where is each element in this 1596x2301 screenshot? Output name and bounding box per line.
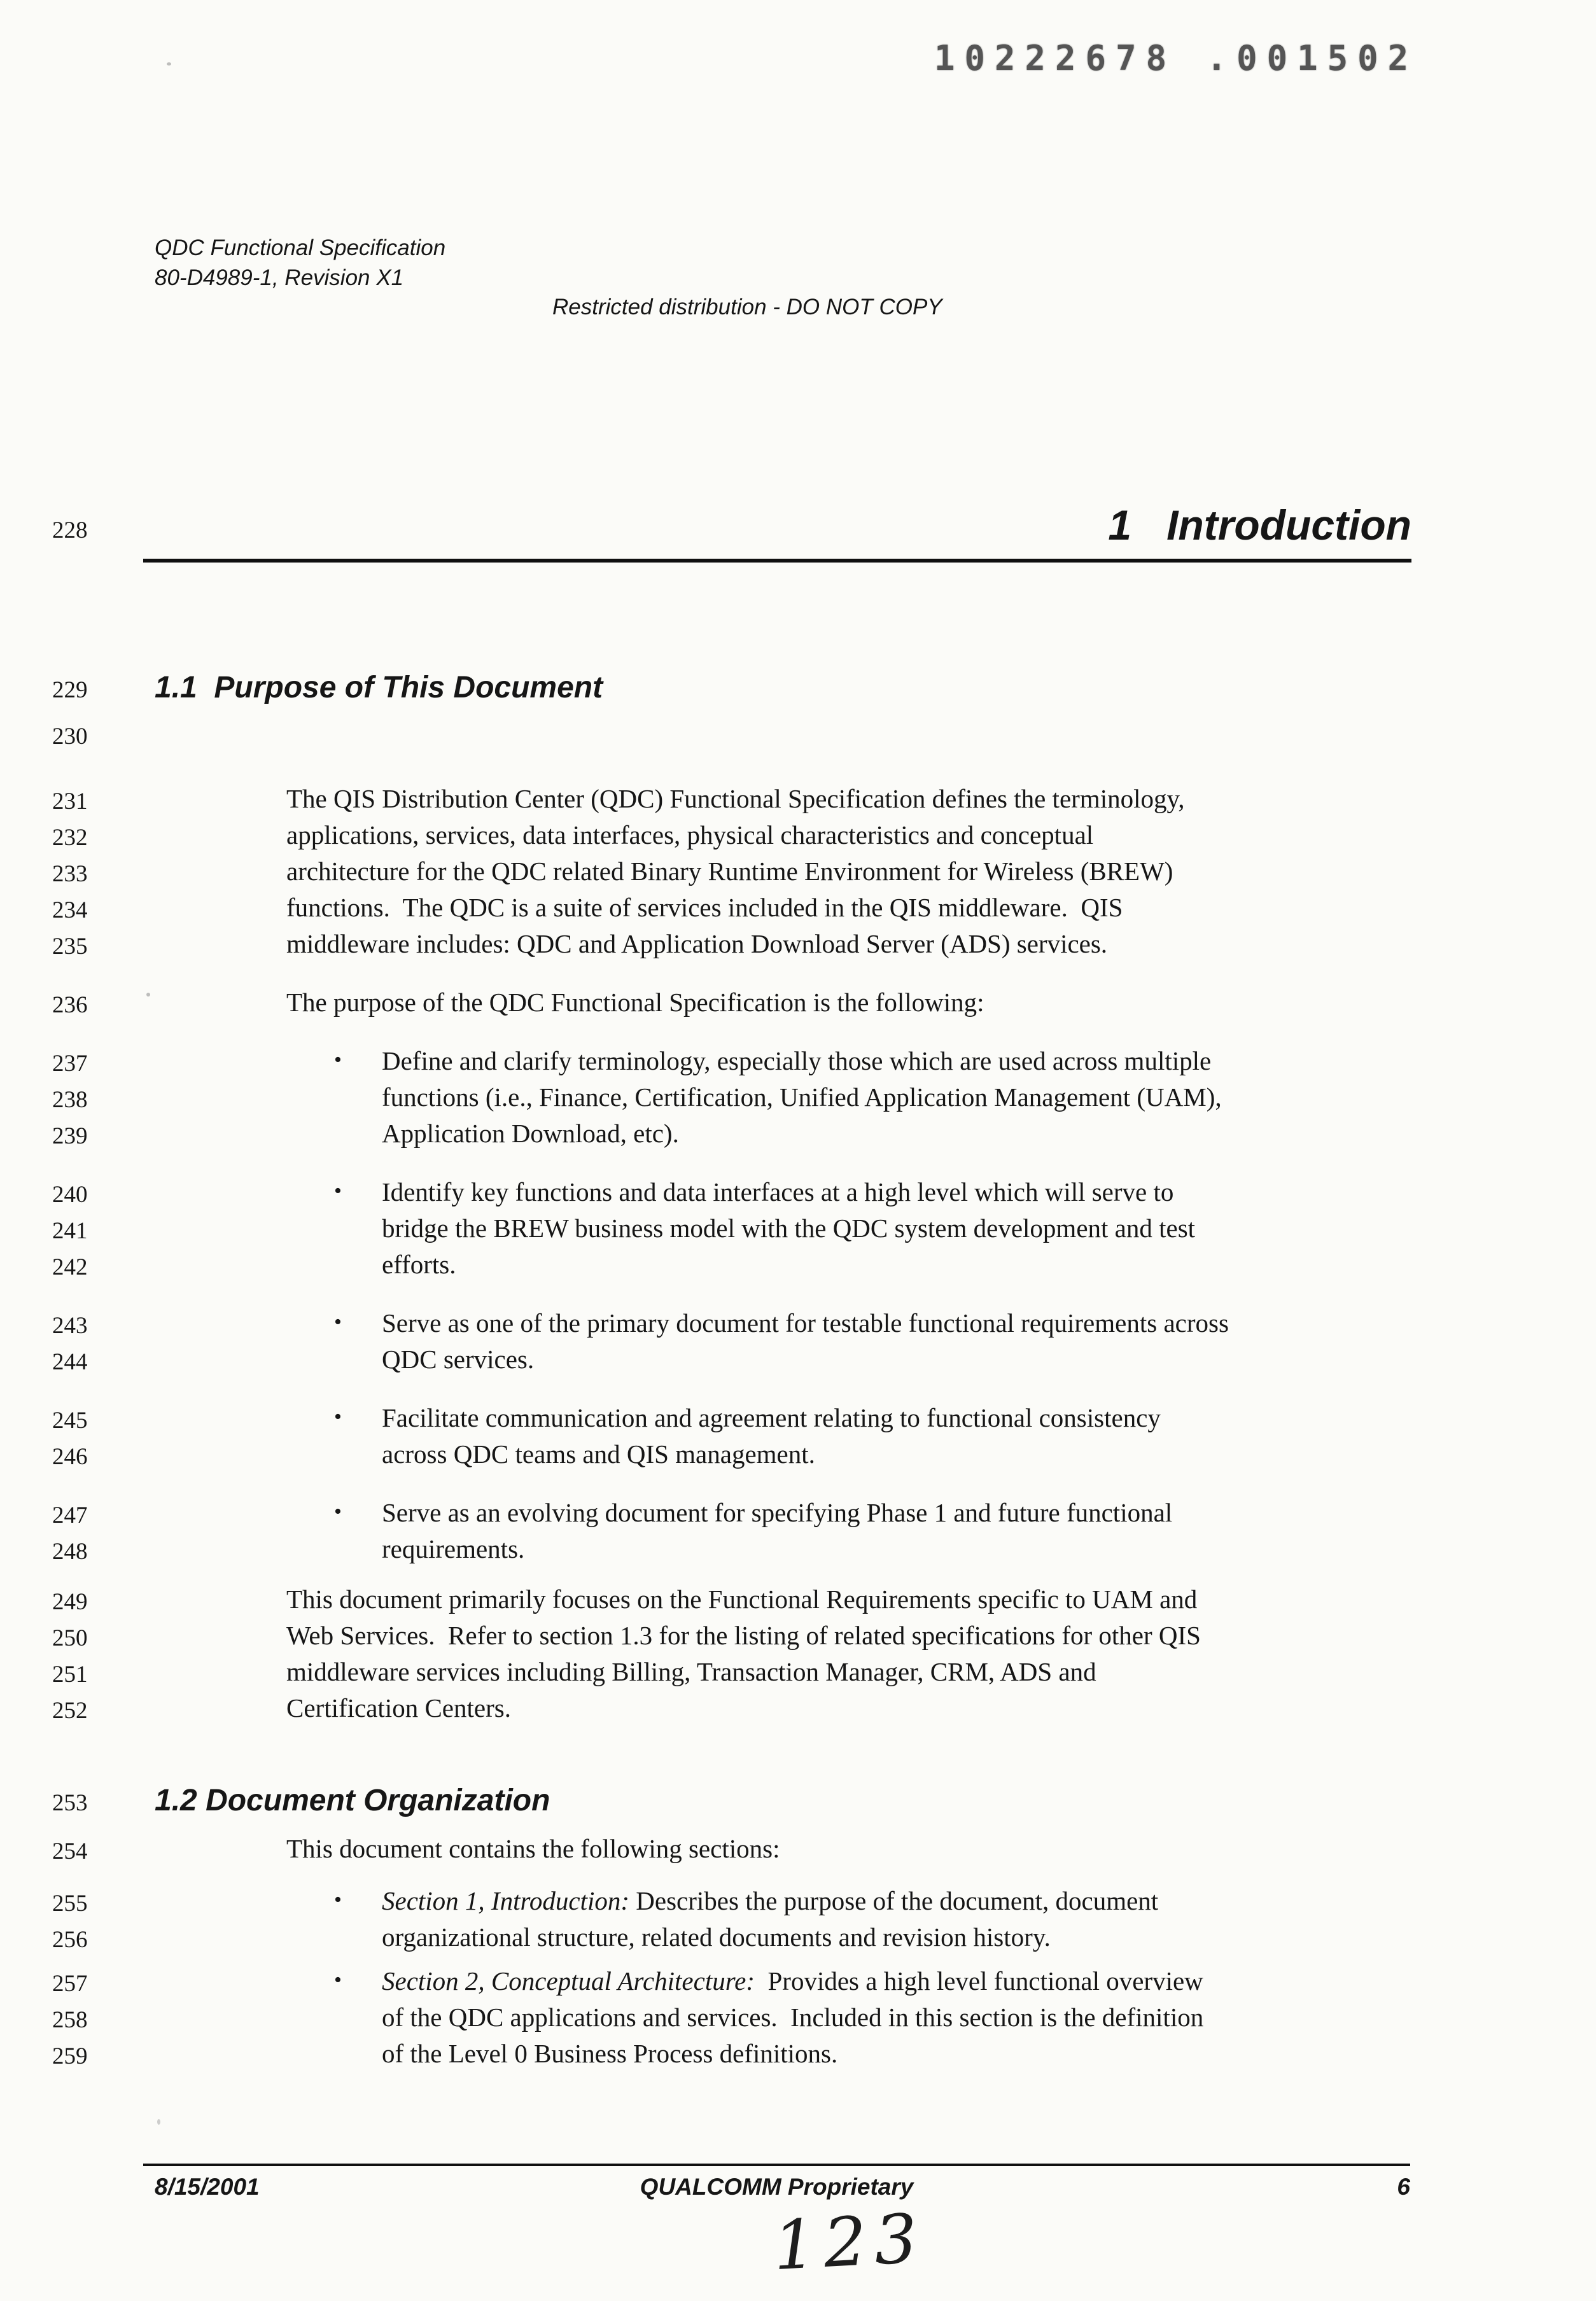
line-text: Application Download, etc). <box>382 1119 679 1148</box>
restriction-notice: Restricted distribution - DO NOT COPY <box>552 295 942 319</box>
page-footer <box>143 2174 1410 2200</box>
line-number: 253 <box>52 1790 88 1816</box>
line-number: 248 <box>52 1539 88 1565</box>
line-237 <box>0 1043 1596 1079</box>
line-number: 237 <box>52 1051 88 1077</box>
bullet-icon: • <box>334 1179 342 1203</box>
line-number: 250 <box>52 1625 88 1651</box>
handwritten-page-number: 123 <box>771 2199 927 2286</box>
line-text: • Section 2, Conceptual Architecture: Provides a high level functional overview <box>382 1963 1437 1999</box>
patent-stamp-number: 10222678 .001502 <box>934 38 1418 78</box>
line-number: 231 <box>52 788 88 815</box>
line-number: 257 <box>52 1971 88 1997</box>
line-252 <box>0 1690 1596 1726</box>
line-247 <box>0 1495 1596 1531</box>
line-text: organizational structure, related documents and revision history. <box>382 1922 1051 1952</box>
line-number: 234 <box>52 897 88 923</box>
header-doc-title: QDC Functional Specification <box>155 235 446 260</box>
line-235 <box>0 926 1596 962</box>
line-text: This document contains the following sections: <box>286 1834 780 1863</box>
line-text: requirements. <box>382 1534 525 1563</box>
line-250 <box>0 1618 1596 1654</box>
footer-proprietary: QUALCOMM Proprietary <box>640 2174 914 2200</box>
line-text: architecture for the QDC related Binary Runtime Environment for Wireless (BREW) <box>286 857 1173 886</box>
section-heading: 1.1 Purpose of This Document <box>155 671 603 704</box>
scan-artifact <box>146 993 150 997</box>
line-number: 243 <box>52 1313 88 1339</box>
header-doc-number: 80-D4989-1, Revision X1 <box>155 265 404 290</box>
line-240 <box>0 1174 1596 1210</box>
line-number: 259 <box>52 2043 88 2069</box>
line-number: 245 <box>52 1408 88 1434</box>
line-text: functions. The QDC is a suite of services included in the QIS middleware. QIS <box>286 893 1123 922</box>
line-238 <box>0 1079 1596 1116</box>
line-253 <box>0 1780 1596 1821</box>
line-number: 232 <box>52 825 88 851</box>
bullet-icon: • <box>334 1405 342 1429</box>
line-number: 241 <box>52 1218 88 1244</box>
bullet-lead-italic: Section 2, Conceptual Architecture: <box>382 1966 755 1996</box>
line-number: 246 <box>52 1444 88 1470</box>
line-number: 228 <box>52 517 88 543</box>
line-text: bridge the BREW business model with the QDC system development and test <box>382 1213 1196 1243</box>
line-number: 238 <box>52 1087 88 1113</box>
line-248 <box>0 1531 1596 1567</box>
line-text: Web Services. Refer to section 1.3 for the listing of related specifications for other QIS <box>286 1621 1201 1650</box>
line-number: 233 <box>52 861 88 887</box>
line-text: of the Level 0 Business Process definitions. <box>382 2039 838 2068</box>
line-231 <box>0 781 1596 817</box>
line-245 <box>0 1400 1596 1436</box>
line-number: 252 <box>52 1698 88 1724</box>
line-number: 256 <box>52 1927 88 1953</box>
line-text: efforts. <box>382 1250 456 1279</box>
line-228 <box>0 501 1596 563</box>
line-number: 235 <box>52 934 88 960</box>
line-text: • Define and clarify terminology, especially those which are used across multiple <box>382 1043 1437 1079</box>
line-241 <box>0 1210 1596 1247</box>
line-number: 247 <box>52 1502 88 1528</box>
line-text: This document primarily focuses on the Functional Requirements specific to UAM and <box>286 1584 1198 1614</box>
line-258 <box>0 1999 1596 2036</box>
line-number: 242 <box>52 1254 88 1280</box>
line-text: • Serve as one of the primary document for testable functional requirements across <box>382 1305 1437 1341</box>
line-number: 244 <box>52 1349 88 1375</box>
line-234 <box>0 890 1596 926</box>
line-249 <box>0 1581 1596 1618</box>
footer-date: 8/15/2001 <box>155 2174 260 2200</box>
line-243 <box>0 1305 1596 1341</box>
line-239 <box>0 1116 1596 1152</box>
line-text: QDC services. <box>382 1345 535 1374</box>
line-text: middleware services including Billing, Transaction Manager, CRM, ADS and <box>286 1657 1096 1686</box>
line-text: Certification Centers. <box>286 1693 511 1723</box>
line-text: The QIS Distribution Center (QDC) Functional Specification defines the terminology, <box>286 784 1185 813</box>
scan-artifact <box>157 2119 160 2125</box>
line-233 <box>0 853 1596 890</box>
line-number: 255 <box>52 1891 88 1917</box>
bullet-lead-italic: Section 1, Introduction: <box>382 1886 630 1915</box>
line-text: • Identify key functions and data interfaces at a high level which will serve to <box>382 1174 1437 1210</box>
line-256 <box>0 1919 1596 1955</box>
line-255 <box>0 1883 1596 1919</box>
bullet-icon: • <box>334 1500 342 1523</box>
line-232 <box>0 817 1596 853</box>
line-text: functions (i.e., Finance, Certification, Unified Application Management (UAM), <box>382 1082 1222 1112</box>
scan-artifact <box>167 62 171 66</box>
line-242 <box>0 1247 1596 1283</box>
line-text: • Serve as an evolving document for specifying Phase 1 and future functional <box>382 1495 1437 1531</box>
bullet-icon: • <box>334 1968 342 1992</box>
line-text: across QDC teams and QIS management. <box>382 1439 815 1469</box>
line-251 <box>0 1654 1596 1690</box>
line-number: 251 <box>52 1661 88 1688</box>
line-257 <box>0 1963 1596 1999</box>
line-number: 229 <box>52 677 88 703</box>
line-246 <box>0 1436 1596 1472</box>
bullet-icon: • <box>334 1048 342 1072</box>
line-number: 254 <box>52 1838 88 1864</box>
line-254 <box>0 1831 1596 1867</box>
document-header <box>155 233 445 293</box>
line-259 <box>0 2036 1596 2072</box>
section-heading: 1.2 Document Organization <box>155 1784 550 1817</box>
line-229 <box>0 668 1596 708</box>
line-text: • Facilitate communication and agreement relating to functional consistency <box>382 1400 1437 1436</box>
line-text: • Section 1, Introduction: Describes the purpose of the document, document <box>382 1883 1437 1919</box>
line-230 <box>0 716 1596 752</box>
line-text: applications, services, data interfaces, physical characteristics and conceptual <box>286 820 1094 850</box>
line-text: middleware includes: QDC and Application Download Server (ADS) services. <box>286 929 1108 958</box>
footer-rule <box>143 2164 1410 2166</box>
bullet-icon: • <box>334 1888 342 1912</box>
line-236 <box>0 984 1596 1021</box>
line-number: 230 <box>52 724 88 750</box>
bullet-icon: • <box>334 1310 342 1334</box>
line-number: 249 <box>52 1589 88 1615</box>
document-lines <box>0 501 1596 2072</box>
line-text: of the QDC applications and services. Included in this section is the definition <box>382 2003 1204 2032</box>
line-number: 240 <box>52 1182 88 1208</box>
line-244 <box>0 1341 1596 1378</box>
line-number: 236 <box>52 992 88 1018</box>
chapter-heading: 1 Introduction <box>143 501 1411 563</box>
line-text: The purpose of the QDC Functional Specification is the following: <box>286 988 984 1017</box>
line-number: 239 <box>52 1123 88 1149</box>
line-number: 258 <box>52 2007 88 2033</box>
footer-page-number: 6 <box>1397 2174 1410 2200</box>
